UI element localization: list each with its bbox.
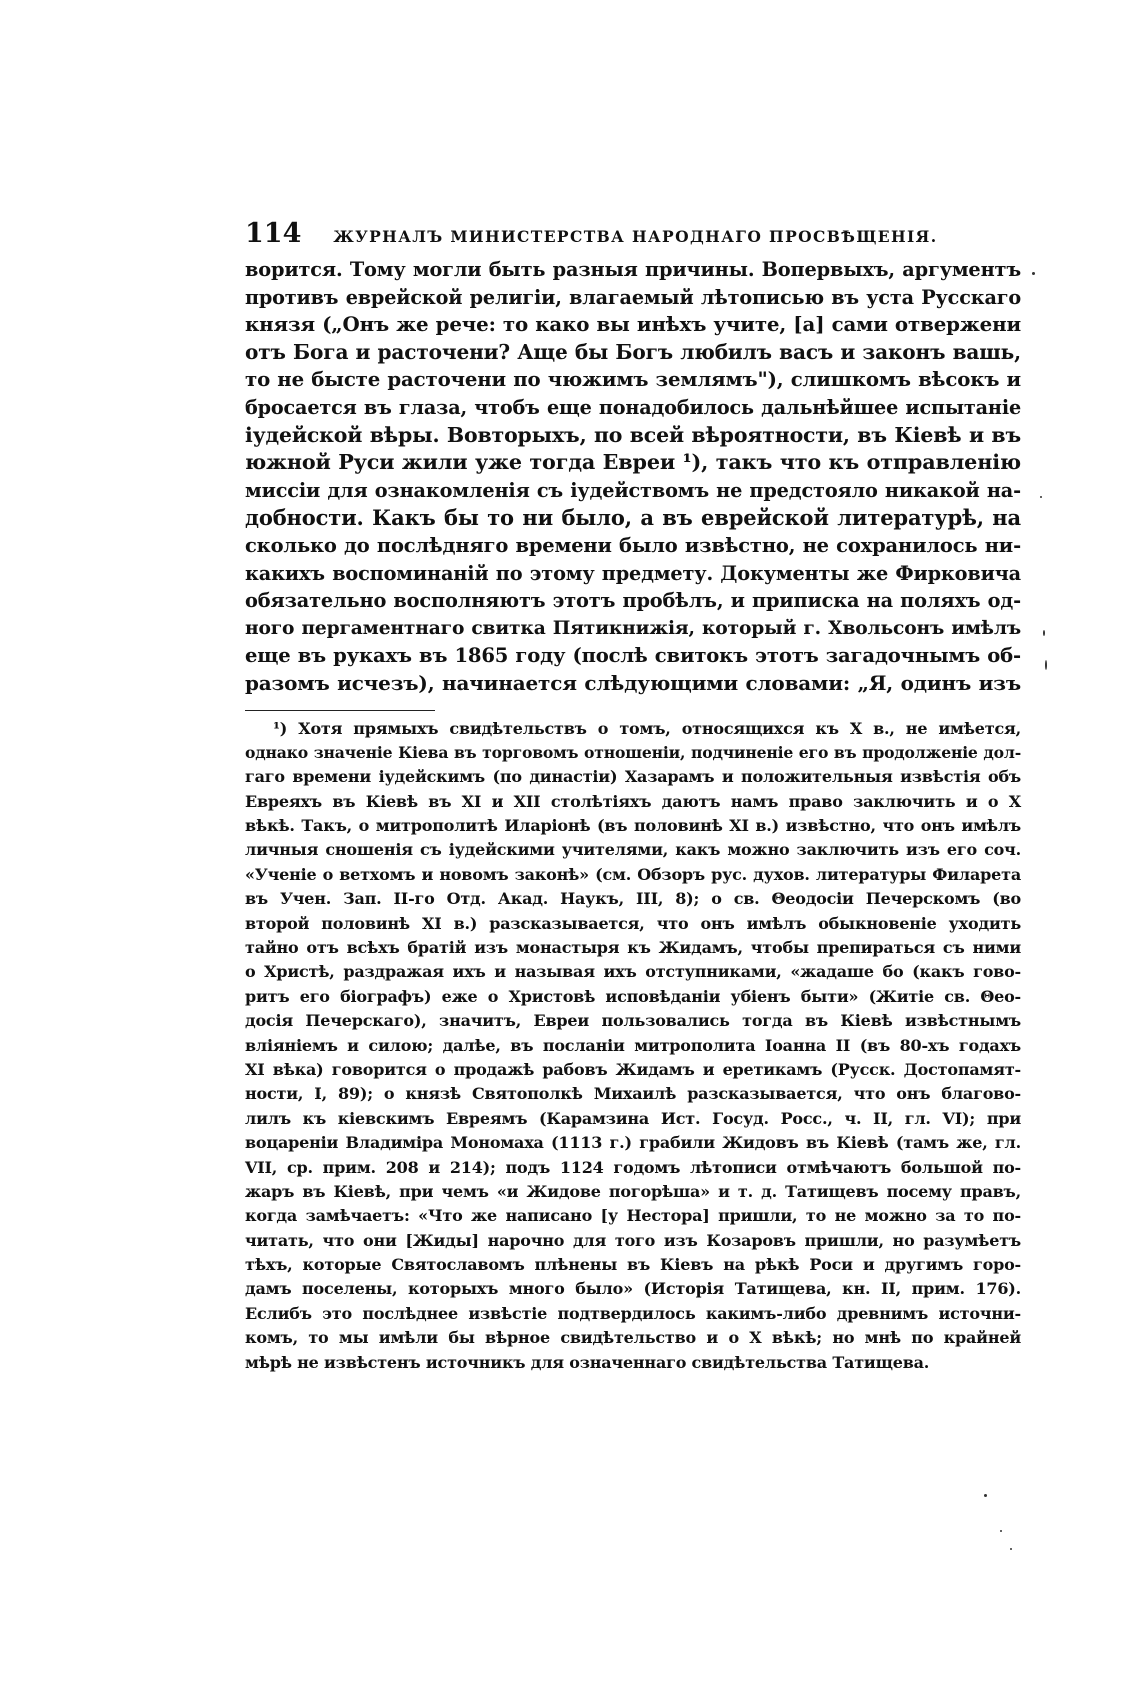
footnote-line: вѣкѣ. Такъ, о митрополитѣ Иларіонѣ (въ половинѣ XI в.) извѣстно, что онъ имѣлъ xyxy=(245,816,1021,836)
journal-title: ЖУРНАЛЪ МИНИСТЕРСТВА НАРОДНАГО ПРОСВѢЩЕНІЯ. xyxy=(333,227,938,246)
text-line: миссіи для ознакомленія съ іудействомъ не предстояло никакой на- xyxy=(245,478,1021,502)
footnote-line: читать, что они [Жиды] нарочно для того изъ Козаровъ пришли, но разумѣетъ xyxy=(245,1230,1021,1250)
scan-speck xyxy=(984,1494,987,1497)
footnote-line: личныя сношенія съ іудейскими учителями, какъ можно заключить изъ его соч. xyxy=(245,840,1021,860)
text-line: князя („Онъ же рече: то како вы инѣхъ учите, [а] сами отвержени xyxy=(245,312,1021,337)
scan-speck xyxy=(1010,1548,1012,1550)
main-text xyxy=(245,256,1021,698)
text-line: ного пергаментнаго свитка Пятикнижія, который г. Хвольсонъ имѣлъ xyxy=(245,616,1021,639)
footnote-line: ритъ его біографъ) еже о Христовѣ исповѣданіи убіенъ быти» (Житіе св. Θео- xyxy=(245,986,1021,1006)
scan-speck xyxy=(1000,1530,1002,1532)
footnote-line: ности, I, 89); о князѣ Святополкѣ Михаилѣ разсказывается, что онъ благово- xyxy=(245,1084,1021,1104)
footnote xyxy=(245,717,1021,1376)
running-head xyxy=(245,218,1021,254)
footnote-line: мѣрѣ не извѣстенъ источникъ для означеннаго свидѣтельства Татищева. xyxy=(245,1352,930,1372)
footnote-line: VII, ср. прим. 208 и 214); подъ 1124 годомъ лѣтописи отмѣчаютъ большой по- xyxy=(245,1157,1021,1177)
footnote-line: гаго времени іудейскимъ (по династіи) Хазарамъ и положительныя извѣстія объ xyxy=(245,767,1021,787)
text-line: сколько до послѣдняго времени было извѣстно, не сохранилось ни- xyxy=(245,533,1021,557)
footnote-line: «Ученіе о ветхомъ и новомъ законѣ» (см. Обзоръ рус. духов. литературы Филарета xyxy=(245,864,1021,884)
page-content xyxy=(245,218,1021,1375)
footnote-line: Евреяхъ въ Кіевѣ въ XI и XII столѣтіяхъ даютъ намъ право заключить и о X xyxy=(245,791,1021,811)
text-line: разомъ исчезъ), начинается слѣдующими словами: „Я, одинъ изъ xyxy=(245,670,1021,695)
text-line: добности. Какъ бы то ни было, а въ еврейской литературѣ, на xyxy=(245,505,1021,531)
text-line: южной Руси жили уже тогда Евреи ¹), такъ что къ отправленію xyxy=(245,450,1021,475)
scan-speck xyxy=(1032,272,1035,275)
text-line: бросается въ глаза, чтобъ еще понадобилось дальнѣйшее испытаніе xyxy=(245,395,1021,419)
footnote-line: XI вѣка) говорится о продажѣ рабовъ Жидамъ и еретикамъ (Русск. Достопамят- xyxy=(245,1059,1021,1079)
footnote-line: тѣхъ, которые Святославомъ плѣнены въ Кіевъ на рѣкѣ Роси и другимъ горо- xyxy=(245,1255,1021,1275)
footnote-line: лилъ къ кіевскимъ Евреямъ (Карамзина Ист. Госуд. Росс., ч. II, гл. VI); при xyxy=(245,1108,1021,1128)
footnote-line: досія Печерскаго), значитъ, Евреи пользовались тогда въ Кіевѣ извѣстнымъ xyxy=(245,1011,1021,1031)
footnote-line: воцареніи Владиміра Мономаха (1113 г.) грабили Жидовъ въ Кіевѣ (тамъ же, гл. xyxy=(245,1133,1021,1153)
footnote-line: комъ, то мы имѣли бы вѣрное свидѣтельство и о X вѣкѣ; но мнѣ по крайней xyxy=(245,1328,1021,1348)
text-line: іудейской вѣры. Вовторыхъ, по всей вѣроятности, въ Кіевѣ и въ xyxy=(245,422,1021,447)
footnote-line: о Христѣ, раздражая ихъ и называя ихъ отступниками, «жадаше бо (какъ гово- xyxy=(245,962,1021,982)
text-line: противъ еврейской религіи, влагаемый лѣтописью въ уста Русскаго xyxy=(245,285,1021,309)
footnote-line: жаръ въ Кіевѣ, при чемъ «и Жидове погорѣша» и т. д. Татищевъ посему правъ, xyxy=(245,1181,1021,1201)
text-line: ворится. Тому могли быть разныя причины. Вопервыхъ, аргументъ xyxy=(245,258,1021,281)
footnote-line: второй половинѣ XI в.) разсказывается, что онъ имѣлъ обыкновеніе уходить xyxy=(245,913,1021,933)
scan-speck xyxy=(1043,630,1045,636)
footnote-line: вліяніемъ и силою; далѣе, въ посланіи митрополита Іоанна II (въ 80-хъ годахъ xyxy=(245,1035,1021,1055)
text-line: обязательно восполняютъ этотъ пробѣлъ, и приписка на поляхъ од- xyxy=(245,589,1021,613)
footnote-line: ¹) Хотя прямыхъ свидѣтельствъ о томъ, относящихся къ X в., не имѣется, xyxy=(273,718,1021,738)
text-line: какихъ воспоминаній по этому предмету. Документы же Фирковича xyxy=(245,561,1021,585)
footnote-line: Еслибъ это послѣднее извѣстіе подтвердилось какимъ-либо древнимъ источни- xyxy=(245,1303,1021,1323)
scan-speck xyxy=(1045,660,1047,670)
footnote-line: однако значеніе Кіева въ торговомъ отношеніи, подчиненіе его въ продолженіе дол- xyxy=(245,742,1021,762)
text-line: еще въ рукахъ въ 1865 году (послѣ свитокъ этотъ загадочнымъ об- xyxy=(245,644,1021,668)
footnote-divider xyxy=(245,710,435,711)
text-line: то не бысте расточени по чюжимъ землямъ"), слишкомъ вѣсокъ и xyxy=(245,367,1021,392)
page-number: 114 xyxy=(245,218,302,249)
footnote-line: тайно отъ всѣхъ братій изъ монастыря къ Жидамъ, чтобы препираться съ ними xyxy=(245,938,1021,958)
footnote-line: въ Учен. Зап. II-го Отд. Акад. Наукъ, III, 8); о св. Θеодосіи Печерскомъ (во xyxy=(245,889,1021,909)
scan-speck xyxy=(1040,496,1042,498)
footnote-line: дамъ поселены, которыхъ много было» (Исторія Татищева, кн. II, прим. 176). xyxy=(245,1279,1021,1299)
text-line: отъ Бога и расточени? Аще бы Богъ любилъ васъ и законъ вашь, xyxy=(245,339,1021,364)
footnote-line: когда замѣчаетъ: «Что же написано [у Нестора] пришли, то не можно за то по- xyxy=(245,1206,1021,1226)
